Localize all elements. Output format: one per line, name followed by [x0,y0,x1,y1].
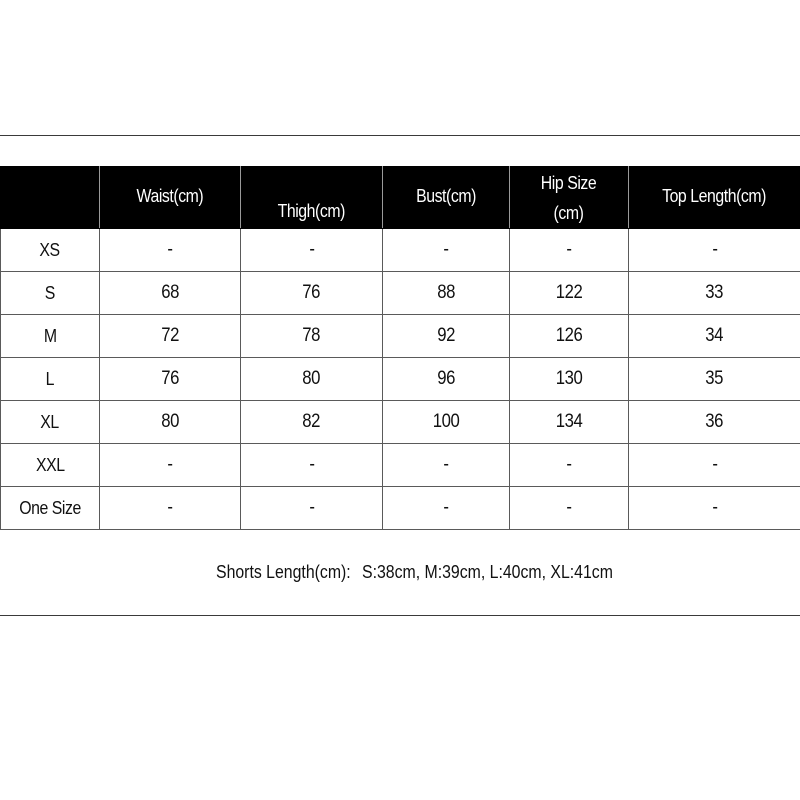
bottom-divider [0,615,800,616]
table-row [1,487,800,530]
waist-cell: - [100,487,241,530]
top-length-cell: - [629,487,800,530]
table-row [1,315,800,358]
top-length-cell: 33 [629,272,800,315]
waist-cell: - [100,229,241,272]
top-length-cell: 34 [629,315,800,358]
top-length-cell: - [629,444,800,487]
table-row [1,229,800,272]
thigh-cell: 82 [241,401,383,444]
thigh-cell: - [241,229,383,272]
bust-cell: 88 [383,272,510,315]
header-row [1,167,800,229]
size-cell: XS [1,229,100,272]
size-cell: XXL [1,444,100,487]
table-row [1,358,800,401]
hip-cell: 122 [510,272,629,315]
size-cell: M [1,315,100,358]
waist-cell: 80 [100,401,241,444]
shorts-length-value: S:38cm, M:39cm, L:40cm, XL:41cm [362,562,613,582]
hip-cell: - [510,229,629,272]
thigh-cell: 80 [241,358,383,401]
table-row [1,272,800,315]
top-length-cell: - [629,229,800,272]
header-hip-line2: (cm) [554,202,584,223]
bust-cell: - [383,487,510,530]
bust-cell: - [383,444,510,487]
header-hip-line1: Hip Size [541,172,597,193]
thigh-cell: 78 [241,315,383,358]
top-length-cell: 36 [629,401,800,444]
hip-cell: 130 [510,358,629,401]
waist-cell: 68 [100,272,241,315]
shorts-length-label: Shorts Length(cm): [216,562,351,582]
size-cell: S [1,272,100,315]
waist-cell: 76 [100,358,241,401]
header-hip-size [510,167,629,229]
hip-cell: - [510,444,629,487]
header-bust: Bust(cm) [383,167,510,229]
bust-cell: - [383,229,510,272]
hip-cell: 134 [510,401,629,444]
table-body [1,229,800,530]
hip-cell: - [510,487,629,530]
top-divider [0,135,800,136]
bust-cell: 96 [383,358,510,401]
table-row [1,444,800,487]
header-size-corner [1,167,100,229]
header-thigh: Thigh(cm) [241,167,383,229]
header-top-length: Top Length(cm) [629,167,800,229]
top-length-cell: 35 [629,358,800,401]
header-waist: Waist(cm) [100,167,241,229]
table-header [1,167,800,229]
size-chart-table [0,166,800,530]
table-row [1,401,800,444]
thigh-cell: 76 [241,272,383,315]
size-cell: XL [1,401,100,444]
thigh-cell: - [241,487,383,530]
waist-cell: 72 [100,315,241,358]
bust-cell: 92 [383,315,510,358]
waist-cell: - [100,444,241,487]
size-cell: One Size [1,487,100,530]
hip-cell: 126 [510,315,629,358]
size-cell: L [1,358,100,401]
bust-cell: 100 [383,401,510,444]
thigh-cell: - [241,444,383,487]
